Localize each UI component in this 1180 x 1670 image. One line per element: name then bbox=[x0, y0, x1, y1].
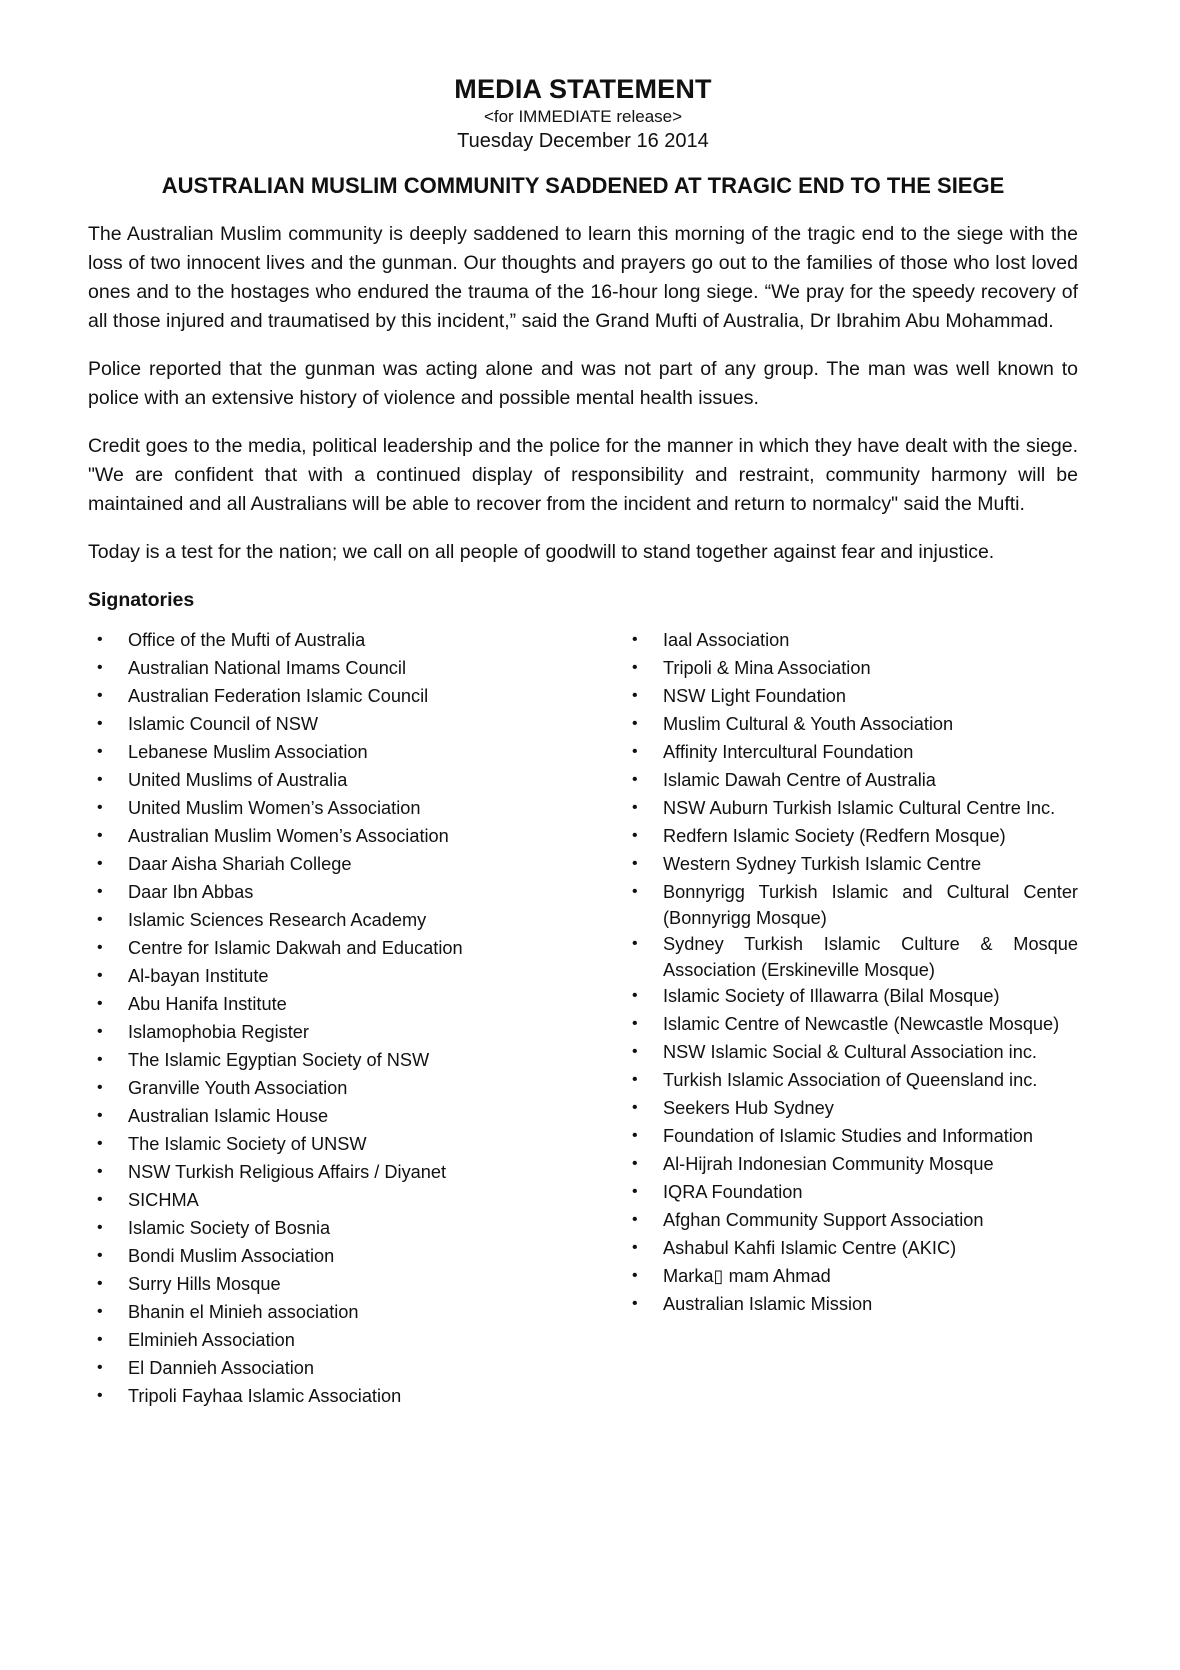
signatories-columns bbox=[88, 627, 1078, 1411]
bullet-icon: • bbox=[97, 883, 103, 900]
signatory-name: Al-bayan Institute bbox=[128, 966, 269, 986]
signatory-name: Ashabul Kahfi Islamic Centre (AKIC) bbox=[663, 1238, 957, 1258]
signatory-item bbox=[623, 767, 1078, 795]
signatory-name: Bhanin el Minieh association bbox=[128, 1302, 359, 1322]
bullet-icon: • bbox=[97, 827, 103, 844]
signatory-item bbox=[623, 823, 1078, 851]
bullet-icon: • bbox=[97, 1135, 103, 1152]
bullet-icon: • bbox=[97, 1163, 103, 1180]
signatory-name: Marka▯ mam Ahmad bbox=[663, 1266, 831, 1286]
bullet-icon: • bbox=[632, 687, 638, 704]
bullet-icon: • bbox=[632, 1183, 638, 1200]
signatory-name: Redfern Islamic Society (Redfern Mosque) bbox=[663, 826, 1006, 846]
signatory-item bbox=[88, 1019, 543, 1047]
bullet-icon: • bbox=[97, 995, 103, 1012]
signatory-item bbox=[88, 739, 543, 767]
bullet-icon: • bbox=[97, 1079, 103, 1096]
signatory-name: NSW Turkish Religious Affairs / Diyanet bbox=[128, 1162, 447, 1182]
signatory-name: SICHMA bbox=[128, 1190, 199, 1210]
bullet-icon: • bbox=[632, 659, 638, 676]
bullet-icon: • bbox=[632, 987, 638, 1004]
bullet-icon: • bbox=[632, 1015, 638, 1032]
signatory-name: Afghan Community Support Association bbox=[663, 1210, 984, 1230]
bullet-icon: • bbox=[97, 1023, 103, 1040]
bullet-icon: • bbox=[632, 771, 638, 788]
bullet-icon: • bbox=[632, 1295, 638, 1312]
signatory-name: Surry Hills Mosque bbox=[128, 1274, 281, 1294]
signatory-item bbox=[623, 655, 1078, 683]
bullet-icon: • bbox=[97, 1247, 103, 1264]
signatory-name: Lebanese Muslim Association bbox=[128, 742, 368, 762]
signatory-name: Western Sydney Turkish Islamic Centre bbox=[663, 854, 982, 874]
bullet-icon: • bbox=[97, 1331, 103, 1348]
bullet-icon: • bbox=[632, 1127, 638, 1144]
signatory-item bbox=[88, 991, 543, 1019]
bullet-icon: • bbox=[632, 1099, 638, 1116]
signatory-name: Tripoli & Mina Association bbox=[663, 658, 871, 678]
signatory-item bbox=[623, 1151, 1078, 1179]
signatory-item bbox=[88, 1103, 543, 1131]
signatory-item bbox=[88, 1131, 543, 1159]
signatory-name: Australian National Imams Council bbox=[128, 658, 406, 678]
signatory-item bbox=[623, 627, 1078, 655]
signatory-name: Daar Ibn Abbas bbox=[128, 882, 254, 902]
signatory-name: Islamic Society of Bosnia bbox=[128, 1218, 331, 1238]
signatory-item bbox=[88, 767, 543, 795]
signatory-item bbox=[88, 1271, 543, 1299]
signatory-name: Tripoli Fayhaa Islamic Association bbox=[128, 1386, 402, 1406]
signatory-item bbox=[88, 1075, 543, 1103]
headline: AUSTRALIAN MUSLIM COMMUNITY SADDENED AT TRAGIC END TO THE SIEGE bbox=[161, 173, 1005, 198]
signatory-item bbox=[88, 683, 543, 711]
bullet-icon: • bbox=[97, 1107, 103, 1124]
bullet-icon: • bbox=[632, 1267, 638, 1284]
signatory-name: Seekers Hub Sydney bbox=[663, 1098, 834, 1118]
bullet-icon: • bbox=[97, 1359, 103, 1376]
signatory-name: Islamic Dawah Centre of Australia bbox=[663, 770, 936, 790]
paragraph-4: Today is a test for the nation; we call on all people of goodwill to stand together against fear and injustice. bbox=[88, 541, 995, 563]
signatory-item bbox=[623, 739, 1078, 767]
signatory-item bbox=[88, 1187, 543, 1215]
signatory-item bbox=[623, 795, 1078, 823]
signatory-item bbox=[88, 1047, 543, 1075]
signatory-item bbox=[623, 1235, 1078, 1263]
signatory-name: Bonnyrigg Turkish Islamic and Cultural Center (Bonnyrigg Mosque) bbox=[663, 882, 1078, 928]
bullet-icon: • bbox=[97, 939, 103, 956]
signatory-item bbox=[623, 879, 1078, 931]
signatory-name: Australian Islamic House bbox=[128, 1106, 329, 1126]
bullet-icon: • bbox=[632, 1239, 638, 1256]
signatories-heading: Signatories bbox=[88, 589, 195, 611]
signatory-name: United Muslims of Australia bbox=[128, 770, 348, 790]
media-statement-document bbox=[88, 72, 1078, 1411]
bullet-icon: • bbox=[632, 715, 638, 732]
signatory-name: Sydney Turkish Islamic Culture & Mosque Association (Erskineville Mosque) bbox=[663, 934, 1078, 980]
signatory-item bbox=[623, 1123, 1078, 1151]
signatory-item bbox=[88, 851, 543, 879]
document-title: MEDIA STATEMENT bbox=[454, 74, 712, 104]
signatory-name: Australian Muslim Women’s Association bbox=[128, 826, 449, 846]
bullet-icon: • bbox=[632, 1211, 638, 1228]
signatory-item bbox=[623, 1179, 1078, 1207]
signatory-name: Abu Hanifa Institute bbox=[128, 994, 287, 1014]
bullet-icon: • bbox=[97, 1191, 103, 1208]
bullet-icon: • bbox=[97, 771, 103, 788]
signatory-name: Affinity Intercultural Foundation bbox=[663, 742, 914, 762]
signatories-left-list bbox=[88, 627, 543, 1411]
bullet-icon: • bbox=[632, 1155, 638, 1172]
signatory-item bbox=[623, 1095, 1078, 1123]
bullet-icon: • bbox=[97, 1219, 103, 1236]
release-date: Tuesday December 16 2014 bbox=[457, 130, 709, 152]
signatory-item bbox=[88, 711, 543, 739]
signatory-item bbox=[88, 823, 543, 851]
signatory-name: Office of the Mufti of Australia bbox=[128, 630, 366, 650]
signatory-item bbox=[88, 1355, 543, 1383]
bullet-icon: • bbox=[97, 1387, 103, 1404]
signatory-name: Muslim Cultural & Youth Association bbox=[663, 714, 954, 734]
signatory-name: IQRA Foundation bbox=[663, 1182, 803, 1202]
signatory-name: The Islamic Egyptian Society of NSW bbox=[128, 1050, 430, 1070]
bullet-icon: • bbox=[97, 1275, 103, 1292]
signatory-item bbox=[623, 683, 1078, 711]
bullet-icon: • bbox=[632, 743, 638, 760]
signatory-name: Foundation of Islamic Studies and Information bbox=[663, 1126, 1034, 1146]
signatory-name: NSW Auburn Turkish Islamic Cultural Centre Inc. bbox=[663, 798, 1056, 818]
signatory-item bbox=[623, 983, 1078, 1011]
signatory-item bbox=[88, 655, 543, 683]
signatory-item bbox=[623, 1039, 1078, 1067]
release-note: <for IMMEDIATE release> bbox=[483, 107, 683, 126]
signatory-name: Turkish Islamic Association of Queensland inc. bbox=[663, 1070, 1038, 1090]
signatory-item bbox=[623, 931, 1078, 983]
paragraph-1: The Australian Muslim community is deeply saddened to learn this morning of the tragic end to the siege with the loss of two innocent lives and the gunman. Our thoughts and prayers go out to the families of those who lost loved ones and to the hostages who endured the trauma of the 16-hour long siege. “We pray for the speedy recovery of all those injured and traumatised by this incident,” said the Grand Mufti of Australia, Dr Ibrahim Abu Mohammad. bbox=[88, 223, 1078, 332]
signatory-name: Islamophobia Register bbox=[128, 1022, 309, 1042]
bullet-icon: • bbox=[97, 715, 103, 732]
signatory-item bbox=[88, 795, 543, 823]
signatory-item bbox=[623, 1291, 1078, 1319]
signatory-name: Iaal Association bbox=[663, 630, 790, 650]
bullet-icon: • bbox=[632, 855, 638, 872]
signatory-name: Australian Federation Islamic Council bbox=[128, 686, 429, 706]
signatory-name: Centre for Islamic Dakwah and Education bbox=[128, 938, 463, 958]
bullet-icon: • bbox=[632, 827, 638, 844]
bullet-icon: • bbox=[97, 967, 103, 984]
signatory-name: Australian Islamic Mission bbox=[663, 1294, 873, 1314]
signatory-item bbox=[88, 1299, 543, 1327]
signatory-item bbox=[623, 1011, 1078, 1039]
signatory-name: Islamic Society of Illawarra (Bilal Mosque) bbox=[663, 986, 1000, 1006]
bullet-icon: • bbox=[97, 1051, 103, 1068]
signatory-item bbox=[88, 1159, 543, 1187]
bullet-icon: • bbox=[632, 631, 638, 648]
signatory-item bbox=[88, 627, 543, 655]
signatory-name: Islamic Sciences Research Academy bbox=[128, 910, 427, 930]
bullet-icon: • bbox=[97, 743, 103, 760]
signatory-name: NSW Islamic Social & Cultural Association inc. bbox=[663, 1042, 1037, 1062]
signatory-item bbox=[623, 851, 1078, 879]
bullet-icon: • bbox=[97, 911, 103, 928]
signatory-name: Elminieh Association bbox=[128, 1330, 295, 1350]
signatories-right-list bbox=[623, 627, 1078, 1411]
signatory-name: Bondi Muslim Association bbox=[128, 1246, 335, 1266]
signatory-item bbox=[623, 711, 1078, 739]
signatory-item bbox=[88, 907, 543, 935]
signatory-item bbox=[88, 879, 543, 907]
signatory-item bbox=[88, 935, 543, 963]
signatory-item bbox=[88, 963, 543, 991]
signatory-item bbox=[88, 1383, 543, 1411]
bullet-icon: • bbox=[97, 1303, 103, 1320]
signatory-name: Islamic Centre of Newcastle (Newcastle Mosque) bbox=[663, 1014, 1060, 1034]
bullet-icon: • bbox=[632, 1071, 638, 1088]
signatory-name: El Dannieh Association bbox=[128, 1358, 315, 1378]
signatory-name: NSW Light Foundation bbox=[663, 686, 846, 706]
signatory-item bbox=[623, 1263, 1078, 1291]
signatory-name: The Islamic Society of UNSW bbox=[128, 1134, 367, 1154]
signatory-name: Al-Hijrah Indonesian Community Mosque bbox=[663, 1154, 994, 1174]
bullet-icon: • bbox=[97, 855, 103, 872]
signatory-name: Daar Aisha Shariah College bbox=[128, 854, 352, 874]
signatory-item bbox=[623, 1067, 1078, 1095]
bullet-icon: • bbox=[97, 799, 103, 816]
bullet-icon: • bbox=[97, 631, 103, 648]
paragraph-3: Credit goes to the media, political leadership and the police for the manner in which they have dealt with the siege. "We are confident that with a continued display of responsibility and restraint, community harmony will be maintained and all Australians will be able to recover from the incident and return to normalcy" said the Mufti. bbox=[88, 435, 1078, 515]
bullet-icon: • bbox=[97, 687, 103, 704]
bullet-icon: • bbox=[632, 935, 638, 952]
signatory-item bbox=[88, 1215, 543, 1243]
bullet-icon: • bbox=[97, 659, 103, 676]
signatory-name: Granville Youth Association bbox=[128, 1078, 348, 1098]
bullet-icon: • bbox=[632, 883, 638, 900]
signatory-item bbox=[623, 1207, 1078, 1235]
signatory-item bbox=[88, 1327, 543, 1355]
paragraph-2: Police reported that the gunman was acting alone and was not part of any group. The man was well known to police with an extensive history of violence and possible mental health issues. bbox=[88, 358, 1078, 409]
bullet-icon: • bbox=[632, 1043, 638, 1060]
signatory-name: Islamic Council of NSW bbox=[128, 714, 319, 734]
bullet-icon: • bbox=[632, 799, 638, 816]
signatory-name: United Muslim Women’s Association bbox=[128, 798, 421, 818]
signatory-item bbox=[88, 1243, 543, 1271]
